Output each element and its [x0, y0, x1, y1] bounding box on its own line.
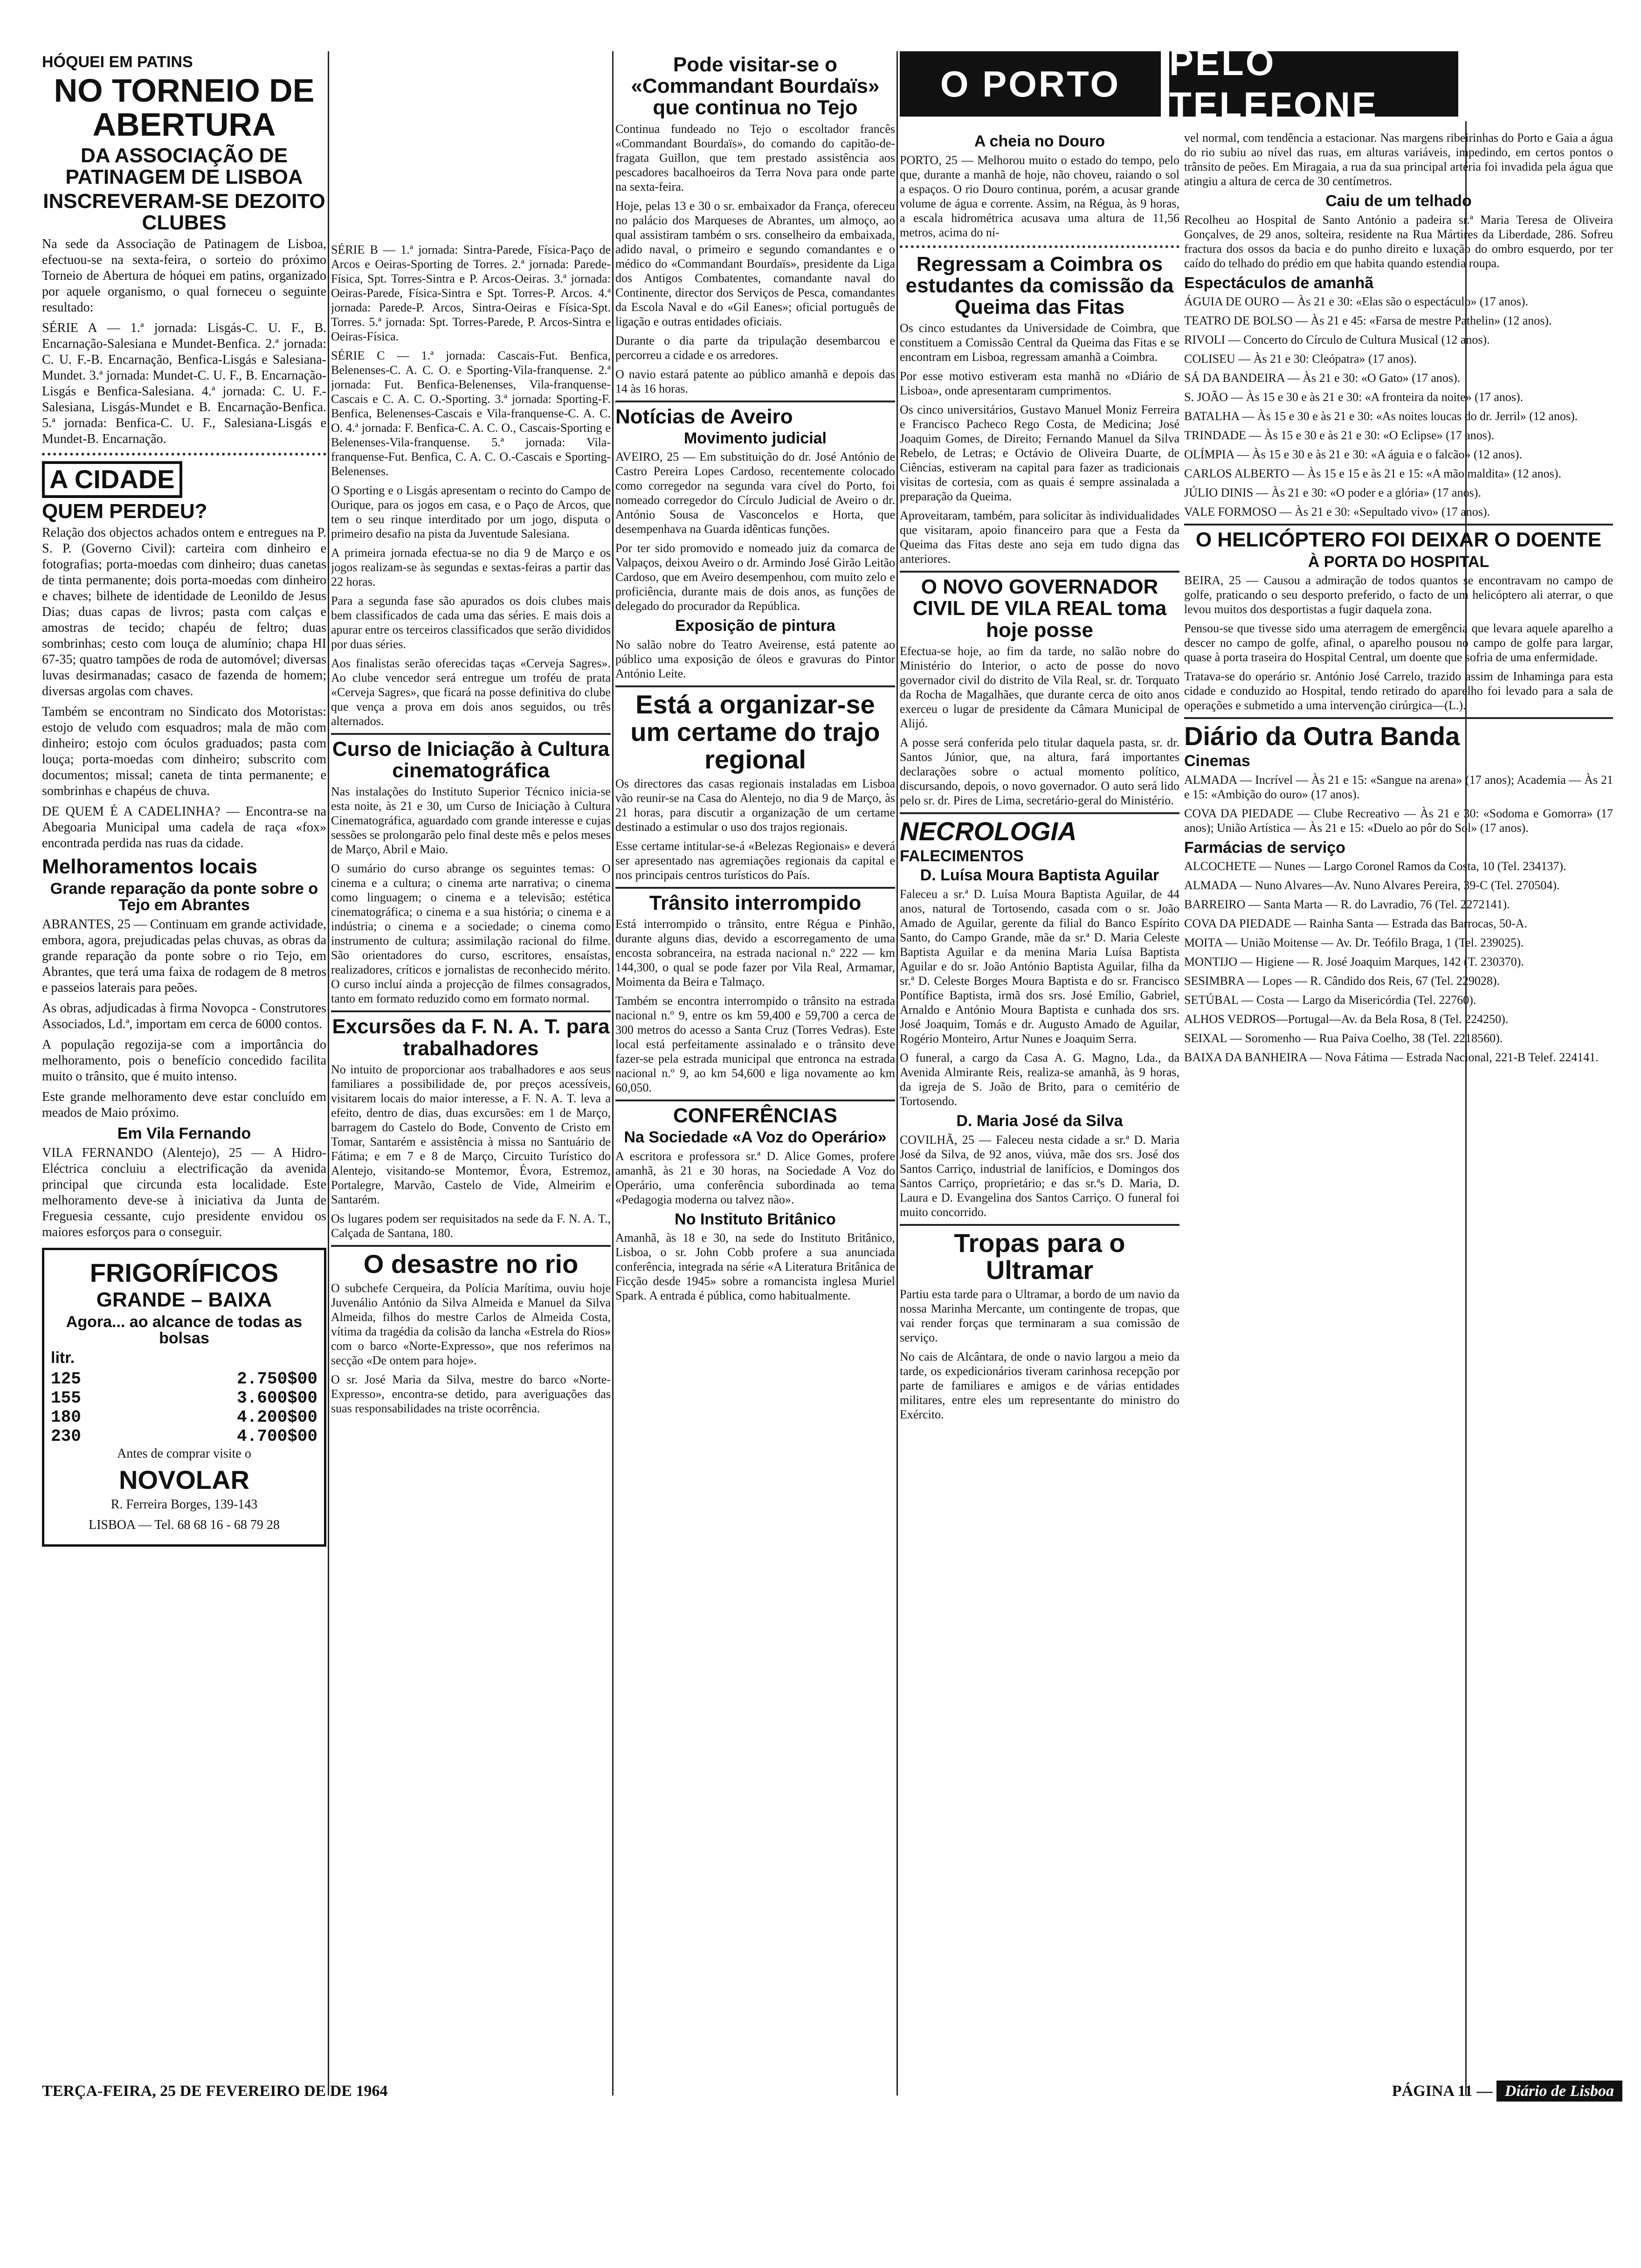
paragraph: Está interrompido o trânsito, entre Régua e Pinhão, durante alguns dias, devido a escorregamento de uma encosta sobranceira, na estrada nacional n.º 222 — km 144,300, o qual se pode fazer por Vila Real, Armamar, Moimenta da Beira e Talmaço.	[615, 917, 895, 989]
column-3	[615, 51, 895, 2095]
paragraph: A escritora e professora sr.ª D. Alice Gomes, profere amanhã, às 21 e 30 horas, na Sociedade A Voz do Operário, uma conferência subordinada ao tema «Pedagogia moderna ou talvez não».	[615, 1149, 895, 1206]
paragraph: Os lugares podem ser requisitados na sede da F. N. A. T., Calçada de Santana, 180.	[331, 1211, 611, 1240]
ad-phone: LISBOA — Tel. 68 68 16 - 68 79 28	[89, 1517, 280, 1532]
show-item: ÁGUIA DE OURO — Às 21 e 30: «Elas são o espectáculo» (17 anos).	[1184, 295, 1528, 309]
necrologia-headline: NECROLOGIA	[900, 816, 1077, 846]
show-item: COLISEU — Às 21 e 30: Cleópatra» (17 anos).	[1184, 352, 1417, 366]
excursoes-headline: Excursões da F. N. A. T. para trabalhadores	[332, 1015, 610, 1060]
price-row: 230 4.700$00	[51, 1426, 317, 1446]
exposicao-subheading: Exposição de pintura	[675, 617, 835, 635]
hoquei-subheadline-2: INSCREVERAM-SE DEZOITO CLUBES	[43, 190, 325, 235]
divider	[1184, 524, 1613, 526]
divider	[331, 1010, 611, 1012]
governador-headline: O NOVO GOVERNADOR CIVIL DE VILA REAL toma hoje posse	[912, 575, 1167, 642]
paragraph: No cais de Alcântara, de onde o navio largou a meio da tarde, os expedicionários tiveram carinhosa recepção por parte de familiares e amigos e de várias entidades militares, entre eles um representante do ministro do Exército.	[900, 1350, 1179, 1422]
show-item: CARLOS ALBERTO — Às 15 e 15 e às 21 e 15: «A mão maldita» (12 anos).	[1184, 467, 1561, 481]
paragraph: Amanhã, às 18 e 30, na sede do Instituto Britânico, Lisboa, o sr. John Cobb profere a sua anunciada conferência, integrada na série «A Literatura Britânica de Ficção desde 1945» sobre a romancista inglesa Muriel Spark. A entrada é pública, como habitualmente.	[615, 1231, 895, 1303]
hoquei-kicker: HÓQUEI EM PATINS	[42, 53, 193, 71]
ad-unit: litr.	[51, 1349, 75, 1367]
paragraph: Nas instalações do Instituto Superior Técnico inicia-se esta noite, às 21 e 30, um Curso de Iniciação à Cultura Cinematográfica, aguardado com grande interesse e cujas sessões se prolongarão pelo final deste mês e pelos meses de Março, Abril e Maio.	[331, 785, 611, 857]
pharmacy-item: SESIMBRA — Lopes — R. Cândido dos Reis, 67 (Tel. 229028).	[1184, 974, 1500, 988]
porto-masthead	[900, 42, 1459, 125]
tropas-headline: Tropas para o Ultramar	[954, 1228, 1125, 1285]
conferencias-headline: CONFERÊNCIAS	[673, 1104, 838, 1127]
paragraph: PORTO, 25 — Melhorou muito o estado do tempo, pelo que, durante a manhã de hoje, não choveu, raiando o sol a espaços. O rio Douro continua, porém, a acusar grande volume de água e corrente. Assim, na Régua, às 9 horas, a escala hidrométrica acusava uma altura de 11,56 metros, acima do ní-	[900, 153, 1179, 239]
ad-title: FRIGORÍFICOS	[90, 1258, 279, 1287]
paragraph: O navio estará patente ao público amanhã e depois das 14 às 16 horas.	[615, 367, 895, 395]
curso-headline: Curso de Iniciação à Cultura cinematográfica	[332, 738, 610, 782]
helicoptero-subheading: À PORTA DO HOSPITAL	[1308, 553, 1489, 571]
cheia-heading: A cheia no Douro	[974, 132, 1105, 150]
paragraph: Também se encontram no Sindicato dos Motoristas: estojo de veludo com esquadros; mala de mão com dinheiro; estojo com óculos graduados; pasta com louça; porta-moedas com dinheiro; subscrito com documentos; missal; caneta de tinta permanente; e sombrinhas e chapéus de chuva.	[42, 705, 326, 799]
divider	[615, 887, 895, 889]
espectaculos-heading: Espectáculos de amanhã	[1184, 274, 1374, 292]
paragraph: Faleceu a sr.ª D. Luísa Moura Baptista Aguilar, de 44 anos, natural de Tortosendo, casada com o sr. João Amado de Aguilar, gerente da filial do Banco Espírito Santo, do Campo Grande, mãe da sr.ª D. Maria Celeste Baptista Aguilar e da menina Maria Luísa Baptista Aguilar e do sr. João António Baptista Aguilar, filha da sr.ª D. Celeste Borges Moura Baptista e do sr. Francisco Pontífice Baptista, irmã dos srs. José Emílio, Gabriel, Arnaldo e António Moura Baptista e cunhada dos srs. José Joaquim, Tomás e dr. Augusto Amado de Aguilar, Rogério Monteiro, Artur Nunes e Joaquim Serra.	[900, 887, 1179, 1045]
conferencias-subheading: Na Sociedade «A Voz do Operário»	[624, 1128, 887, 1146]
hoquei-headline: NO TORNEIO DE ABERTURA	[54, 72, 315, 143]
column-2	[331, 242, 611, 2095]
cidade-banner: A CIDADE	[42, 461, 182, 498]
pharmacy-item: ALCOCHETE — Nunes — Largo Coronel Ramos da Costa, 10 (Tel. 234137).	[1184, 859, 1566, 873]
paragraph: Pensou-se que tivesse sido uma aterragem de emergência que levara aquele aparelho a descer no campo de golfe, afinal, o aparelho pousou no campo de golfe para largar, quase à porta traseira do Hospital Central, um doente que sofria de uma enfermidade.	[1184, 622, 1613, 664]
show-item: OLÍMPIA — Às 15 e 30 e às 21 e 30: «A águia e o falcão» (12 anos).	[1184, 448, 1522, 462]
paragraph: A população regozija-se com a importância do melhoramento, pois o benefício concedido facilita muito o trânsito, que é muito intenso.	[42, 1037, 326, 1084]
ad-subtitle: GRANDE – BAIXA	[96, 1288, 272, 1312]
price-row: 155 3.600$00	[51, 1388, 317, 1408]
paragraph: SÉRIE A — 1.ª jornada: Lisgás-C. U. F., B. Encarnação-Salesiana e Mundet-Benfica. 2.ª jornada: C. U. F.-B. Encarnação, Benfica-Lisgás e Salesiana-Mundet. 3.ª jornada: Mundet-C. U. F., B. Encarnação-Lisgás e Benfica-Salesiana. 4.ª jornada: C. U. F.-Salesiana, Lisgás-Mundet e B. Encarnação-Benfica. 5.ª jornada: Benfica-C. U. F., Salesiana-Lisgás e Mundet-B. Encarnação.	[42, 321, 326, 447]
paragraph: SÉRIE C — 1.ª jornada: Cascais-Fut. Benfica, Belenenses-C. A. C. O. e Sporting-Vila-franquense. 2.ª jornada: Fut. Benfica-Belenenses, Vila-franquense-Cascais e C. A. C. O.-Sporting. 3.ª jornada: Sporting-F. Benfica, Belenenses-Cascais e Vila-franquense-C. A. C. O. 4.ª jornada: F. Benfica-C. A. C. O., Cascais-Sporting e Belenenses-Vila-franquense. 5.ª jornada: Vila-franquense-Fut. Benfica, C. A. C. O.-Cascais e Sporting-Belenenses.	[331, 349, 611, 478]
paragraph: O sr. José Maria da Silva, mestre do barco «Norte-Expresso», encontra-se detido, para averiguações das suas responsabilidades na triste ocorrência.	[331, 1372, 611, 1415]
divider	[1184, 717, 1613, 719]
column-5	[1184, 131, 1613, 2095]
telhado-heading: Caiu de um telhado	[1325, 192, 1472, 210]
paragraph: O funeral, a cargo da Casa A. G. Magno, Lda., da Avenida Almirante Reis, realiza-se amanhã, às 9 horas, da igreja de S. João de Brito, para o cemitério de Tortosendo.	[900, 1051, 1179, 1108]
paragraph: DE QUEM É A CADELINHA? — Encontra-se na Abegoaria Municipal uma cadela de raça «fox» encontrada perdida nas ruas da cidade.	[42, 804, 326, 851]
divider	[615, 685, 895, 687]
instituto-subheading: No Instituto Britânico	[675, 1210, 836, 1228]
paragraph: Recolheu ao Hospital de Santo António a padeira sr.ª Maria Teresa de Oliveira Gonçalves, de 29 anos, solteira, residente na Rua Mártires da Liberdade, 286. Sofreu fractura dos ossos da bacia e do punho direito e luxação do ombro esquerdo, por ter caído do telhado do prédio em que habita quando estendia roupa.	[1184, 213, 1613, 270]
ad-brand: NOVOLAR	[119, 1465, 249, 1494]
paragraph: No salão nobre do Teatro Aveirense, está patente ao público uma exposição de óleos e gravuras do Pintor António Leite.	[615, 638, 895, 681]
column-rule	[328, 51, 329, 2095]
commandant-headline: Pode visitar-se o «Commandant Bourdaïs» que continua no Tejo	[631, 53, 880, 119]
paragraph: Os cinco estudantes da Universidade de Coimbra, que constituem a Comissão Central da Queima das Fitas e se encontram em Lisboa, regressam amanhã a Coimbra.	[900, 321, 1179, 364]
cinema-item: ALMADA — Incrível — Às 21 e 15: «Sangue na arena» (17 anos); Academia — Às 21 e 15: «Ambição do ouro» (17 anos).	[1184, 773, 1613, 801]
paragraph: VILA FERNANDO (Alentejo), 25 — A Hidro-Eléctrica concluiu a electrificação da avenida principal que circunda esta localidade. Este melhoramento deve-se à iniciativa da Junta de Freguesia cessante, cujo presidente envidou os maiores esforços para o conseguir.	[42, 1145, 326, 1239]
column-rule	[612, 51, 614, 2095]
pharmacy-item: SEIXAL — Soromenho — Rua Paiva Coelho, 38 (Tel. 2218560).	[1184, 1031, 1503, 1045]
divider	[900, 571, 1179, 573]
paragraph: Na sede da Associação de Patinagem de Lisboa, efectuou-se na sexta-feira, o sorteio do próximo Torneio de Abertura de hóquei em patins, organizado por aquele organismo, o qual forneceu o seguinte resultado:	[42, 237, 326, 315]
paragraph: O Sporting e o Lisgás apresentam o recinto do Campo de Ourique, para os jogos em casa, e o Paço de Arcos, que tem o seu rinque interditado por um jogo, disputa o primeiro desafio na pista da Juventude Salesiana.	[331, 484, 611, 540]
paragraph: O sumário do curso abrange os seguintes temas: O cinema e a cultura; o cinema arte narrativa; o cinema como linguagem; o cinema e a televisão; estética cinematográfica; o cinema e a sua história; o cinema e a indústria; o cinema e a sociedade; o cinema como instrumento de cultura; assimilação racional do filme. São orientadores do curso, escritores, ensaístas, realizadores, críticos e jornalistas de reconhecido mérito. O curso incluí ainda a projecção de filmes consagrados, tanto em formato reduzido como em formato normal.	[331, 862, 611, 1006]
frigorificos-ad	[42, 1248, 326, 1547]
show-item: SÁ DA BANDEIRA — Às 21 e 30: «O Gato» (17 anos).	[1184, 371, 1461, 385]
paragraph: Este grande melhoramento deve estar concluído em meados de Maio próximo.	[42, 1089, 326, 1120]
aveiro-subheading: Movimento judicial	[683, 429, 827, 447]
ad-text: Antes de comprar visite o	[117, 1446, 251, 1461]
paragraph: AVEIRO, 25 — Em substituição do dr. José António de Castro Pereira Lopes Cardoso, recentemente colocado como corregedor na segunda vara cível do Porto, foi nomeado corregedor do Círculo Judicial de Aveiro o dr. António Sousa de Vasconcelos e Horta, que desempenhava na Guarda idênticas funções.	[615, 450, 895, 536]
paragraph: Esse certame intitular-se-á «Belezas Regionais» e deverá ser apresentado nas agremiações regionais da capital e nos principais centros turísticos do País.	[615, 839, 895, 882]
footer-logo: Diário de Lisboa	[1496, 2081, 1622, 2102]
paragraph: Os directores das casas regionais instaladas em Lisboa vão reunir-se na Casa do Alentejo, no dia 9 de Março, às 21 horas, para discutir a organização de um certame destinado a estimular o uso dos trajos regionais.	[615, 776, 895, 834]
obituary-name: D. Luísa Moura Baptista Aguilar	[920, 866, 1159, 885]
paragraph: SÉRIE B — 1.ª jornada: Sintra-Parede, Física-Paço de Arcos e Oeiras-Sporting de Torres. 2.ª jornada: Parede-Física, Spt. Torres-Sintra e P. Arcos-Oeiras. 3.ª jornada: Oeiras-Parede, Física-Sintra e Spt. Torres-P. Arcos. 4.ª jornada: Parede-P. Arcos, Sintra-Oeiras e Física-Spt. Torres. 5.ª jornada: Spt. Torres-Parede, P. Arcos-Sintra e Oeiras-Física.	[331, 243, 611, 343]
ad-address: R. Ferreira Borges, 139-143	[110, 1497, 258, 1512]
paragraph: No intuito de proporcionar aos trabalhadores e aos seus familiares a possibilidade de, por preços acessíveis, visitarem locais do maior interesse, a F. N. A. T. leva a efeito, dentro de dias, duas excursões: em 1 de Março, barragem do Castelo do Bode, Convento de Cristo em Tomar, Santarém e assistência à missa no Santuário de Fátima; e em 7 e 8 de Março, Circuito Turístico do Alentejo, visitando-se Montemor, Évora, Estremoz, Portalegre, Marvão, Castelo de Vide, Almeirim e Santarém.	[331, 1062, 611, 1206]
falecimentos-heading: FALECIMENTOS	[900, 847, 1024, 865]
melhoramentos-heading: Melhoramentos locais	[42, 855, 258, 878]
divider	[900, 245, 1179, 248]
masthead-left: O PORTO	[900, 51, 1161, 117]
cinemas-heading: Cinemas	[1184, 752, 1250, 770]
pharmacy-item: MOITA — União Moitense — Av. Dr. Teófilo Braga, 1 (Tel. 239025).	[1184, 936, 1524, 950]
melhoramentos-subheading: Grande reparação da ponte sobre o Tejo em Abrantes	[50, 879, 318, 914]
outra-banda-headline: Diário da Outra Banda	[1184, 721, 1460, 751]
paragraph: Relação dos objectos achados ontem e entregues na P. S. P. (Governo Civil): carteira com dinheiro e fotografias; porta-moedas com dinheiro; duas canetas de tinta permanente; dois porta-moedas com dinheiro e chaves; bilhete de identidade de Leonildo de Jesus Dias; duas capas de livros; pasta com calças e amostras de tecido; chapéu de feltro; duas sombrinhas; cesto com louça de alumínio; chapa HI 67-35; quatro tampões de roda de automóvel; diversas luvas desirmanadas; casaco de fazenda de homem; diversas argolas com chaves.	[42, 526, 326, 699]
show-item: JÚLIO DINIS — Às 21 e 30: «O poder e a glória» (17 anos).	[1184, 486, 1481, 500]
helicoptero-headline: O HELICÓPTERO FOI DEIXAR O DOENTE	[1195, 528, 1602, 552]
divider	[331, 733, 611, 735]
masthead-right: PELO TELEFONE	[1169, 51, 1458, 117]
aveiro-headline: Notícias de Aveiro	[615, 405, 793, 428]
paragraph: A primeira jornada efectua-se no dia 9 de Março e os jogos realizam-se às segundas e sextas-feiras a partir das 22 horas.	[331, 546, 611, 588]
pharmacy-item: COVA DA PIEDADE — Rainha Santa — Estrada das Barrocas, 50-A.	[1184, 917, 1528, 931]
desastre-headline: O desastre no rio	[363, 1249, 579, 1279]
divider	[900, 1224, 1179, 1226]
coimbra-headline: Regressam a Coimbra os estudantes da comissão da Queima das Fitas	[905, 252, 1174, 319]
column-4	[900, 131, 1179, 2095]
vila-fernando-heading: Em Vila Fernando	[117, 1124, 251, 1142]
paragraph: Aos finalistas serão oferecidas taças «Cerveja Sagres». Ao clube vencedor será entregue um troféu de prata «Cerveja Sagres», que ficará na posse definitiva do clube que vença a prova em dois anos seguidos, ou três alternados.	[331, 657, 611, 728]
paragraph: BEIRA, 25 — Causou a admiração de todos quantos se encontravam no campo de golfe, praticando o seu desporto preferido, o facto de um helicóptero ali aterrar, o que levou muitos dos desportistas a fugir daquela zona.	[1184, 574, 1613, 616]
paragraph: Por ter sido promovido e nomeado juiz da comarca de Valpaços, deixou Aveiro o dr. Armindo José Girão Leitão Cardoso, que em Aveiro desempenhou, com muito zelo e proficiência, durante mais de dois anos, as funções de delegado do procurador da República.	[615, 541, 895, 613]
divider	[900, 812, 1179, 814]
pharmacy-item: SETÚBAL — Costa — Largo da Misericórdia (Tel. 22760).	[1184, 993, 1476, 1007]
paragraph: Efectua-se hoje, ao fim da tarde, no salão nobre do Ministério do Interior, o acto de posse do novo governador civil do distrito de Vila Real, sr. dr. Torquato da Rocha de Magalhães, que durante cerca de oito anos exerceu o lugar de presidente da Câmara Municipal de Alijó.	[900, 644, 1179, 730]
divider	[42, 453, 326, 456]
paragraph: Por esse motivo estiveram esta manhã no «Diário de Lisboa», onde apresentaram cumprimentos.	[900, 369, 1179, 398]
column-rule	[896, 51, 898, 2095]
paragraph: Continua fundeado no Tejo o escoltador francês «Commandant Bourdaïs», do comando do capitão-de-fragata Guillon, que tem prestado assistência aos pescadores bacalhoeiros da Terra Nova para onde parte na sexta-feira.	[615, 122, 895, 194]
column-1	[42, 51, 326, 2095]
price-row: 180 4.200$00	[51, 1407, 317, 1427]
transito-headline: Trânsito interrompido	[649, 891, 862, 914]
show-item: BATALHA — Às 15 e 30 e às 21 e 30: «As noites loucas do dr. Jerril» (12 anos).	[1184, 409, 1578, 423]
paragraph: Hoje, pelas 13 e 30 o sr. embaixador da França, ofereceu no palácio dos Marqueses de Abrantes, um almoço, ao qual assistiram também o srs. conselheiro da embaixada, adido naval, o primeiro e segundo comandantes e o médico do «Commandant Bourdaïs», presidente da Liga dos Antigos Combatentes, comandante naval do Continente, director dos Serviços de Pesca, comandantes da Escola Naval e do «Gil Eanes»; oficial português de ligação e outras entidades oficiais.	[615, 199, 895, 328]
paragraph: Partiu esta tarde para o Ultramar, a bordo de um navio da nossa Marinha Mercante, um contingente de tropas, que vai render forças que terminaram a sua comissão de serviço.	[900, 1287, 1179, 1345]
cinema-item: COVA DA PIEDADE — Clube Recreativo — Às 21 e 30: «Sodoma e Gomorra» (17 anos); União Artística — Às 21 e 15: «Duelo ao pôr do Sol» (17 anos).	[1184, 806, 1613, 835]
paragraph: Aproveitaram, também, para solicitar às individualidades que visitaram, apoio financeiro para que a Festa da Queima das Fitas deste ano seja em tudo digna das anteriores.	[900, 509, 1179, 566]
show-item: TRINDADE — Às 15 e 30 e às 21 e 30: «O Eclipse» (17 anos).	[1184, 429, 1495, 443]
show-item: S. JOÃO — Às 15 e 30 e às 21 e 30: «A fronteira da noite» (17 anos).	[1184, 390, 1524, 404]
quem-perdeu-heading: QUEM PERDEU?	[42, 500, 207, 523]
paragraph: O subchefe Cerqueira, da Polícia Marítima, ouviu hoje Juvenálio António da Silva Almeida e Manuel da Silva Almeida, filhos do mestre Carlos de Almeida Costa, vítima da tragédia da colisão da lancha «Estrela do Rios» com o barco «Norte-Expresso», que nos referimos na secção «De ontem para hoje».	[331, 1281, 611, 1367]
paragraph: Para a segunda fase são apurados os dois clubes mais bem classificados de cada uma das séries. E mais dois a apurar entre os terceiros classificados que serão divididos por duas séries.	[331, 594, 611, 651]
divider	[331, 1245, 611, 1247]
paragraph: COVILHÃ, 25 — Faleceu nesta cidade a sr.ª D. Maria José da Silva, de 92 anos, viúva, mãe dos srs. José dos Santos Carriço, industrial de lanifícios, e Domingos dos Santos Carriço, proprietário; e das sr.ªs D. Maria, D. Laura e D. Evangelina dos Santos Carriço. O funeral foi muito concorrido.	[900, 1133, 1179, 1219]
pharmacy-item: ALMADA — Nuno Alvares—Av. Nuno Alvares Pereira, 39-C (Tel. 270504).	[1184, 878, 1560, 892]
obituary-name: D. Maria José da Silva	[956, 1112, 1123, 1130]
show-item: RIVOLI — Concerto do Círculo de Cultura Musical (12 anos).	[1184, 333, 1490, 347]
divider	[615, 1099, 895, 1101]
ad-tagline: Agora... ao alcance de todas as bolsas	[66, 1313, 303, 1348]
farmacias-heading: Farmácias de serviço	[1184, 838, 1345, 857]
pharmacy-item: MONTIJO — Higiene — R. José Joaquim Marques, 142 (T. 230370).	[1184, 955, 1524, 969]
paragraph: A posse será conferida pelo titular daquela pasta, sr. dr. Santos Júnior, que, na altura, fará importantes declarações sobre o actual momento político, discursando, depois, o novo governador. O auto será lido pelo sr. dr. Pires de Lima, secretário-geral do Ministério.	[900, 735, 1179, 807]
paragraph: Durante o dia parte da tripulação desembarcou e percorreu a cidade e os arredores.	[615, 333, 895, 362]
show-item: VALE FORMOSO — Às 21 e 30: «Sepultado vivo» (17 anos).	[1184, 505, 1490, 519]
footer-date: TERÇA-FEIRA, 25 DE FEVEREIRO DE DE 1964	[42, 2082, 388, 2100]
footer-page: PÁGINA 11 —	[1392, 2082, 1493, 2100]
show-item: TEATRO DE BOLSO — Às 21 e 45: «Farsa de mestre Pathelin» (12 anos).	[1184, 314, 1552, 328]
pharmacy-item: ALHOS VEDROS—Portugal—Av. da Bela Rosa, 8 (Tel. 224250).	[1184, 1012, 1509, 1026]
paragraph: Também se encontra interrompido o trânsito na estrada nacional n.º 9, entre os km 59,400 e 59,700 a cerca de 300 metros do acesso a Santa Cruz (Torres Vedras). Este local está perfeitamente assinalado e o trânsito deve fazer-se pela estrada municipal que entronca na estrada nacional n.º 9, ao km 54,600 e liga novamente ao km 60,050.	[615, 994, 895, 1094]
paragraph: vel normal, com tendência a estacionar. Nas margens ribeirinhas do Porto e Gaia a água do rio subiu ao nível das ruas, em alturas variáveis, impedindo, em certos pontos o trânsito de peões. Em Miragaia, a rua da sua principal artéria foi invadida pela água que atingiu a altura de cerca de 30 centímetros.	[1184, 131, 1613, 188]
page-footer	[42, 2082, 1622, 2100]
hoquei-subheadline: DA ASSOCIAÇÃO DE PATINAGEM DE LISBOA	[65, 144, 303, 188]
divider	[615, 401, 895, 402]
paragraph: ABRANTES, 25 — Continuam em grande actividade, embora, agora, prejudicadas pelas chuvas, as obras da grande reparação da ponte sobre o rio Tejo, em Abrantes, que terá uma faixa de rodagem de 8 metros e passeios laterais para peões.	[42, 917, 326, 995]
price-row: 125 2.750$00	[51, 1369, 317, 1389]
trajo-headline: Está a organizar-se um certame do trajo regional	[630, 690, 880, 774]
pharmacy-item: BARREIRO — Santa Marta — R. do Lavradio, 76 (Tel. 2272141).	[1184, 898, 1510, 912]
paragraph: As obras, adjudicadas à firma Novopca - Construtores Associados, Ld.ª, importam em cerca de 6000 contos.	[42, 1001, 326, 1031]
paragraph: Tratava-se do operário sr. António José Carrelo, trazido assim de Inhaminga para esta cidade e conduzido ao Hospital, tendo retirado do aparelho foi levado para a sala de operações e submetido a uma intervenção cirúrgica—(L.).	[1184, 670, 1613, 712]
paragraph: Os cinco universitários, Gustavo Manuel Moniz Ferreira e Francisco Pacheco Rego Costa, de Medicina; José Joaquim Gomes, de Direito; Fernando Manuel da Silva Rebelo, de Letras; e Octávio de Oliveira Duarte, de Ciências, estiveram na capital para fazer as tradicionais visitas de cortesia, com as quais é sempre assinalada a preparação da Queima.	[900, 403, 1179, 504]
pharmacy-item: BAIXA DA BANHEIRA — Nova Fátima — Estrada Nacional, 221-B Telef. 224141.	[1184, 1051, 1599, 1065]
